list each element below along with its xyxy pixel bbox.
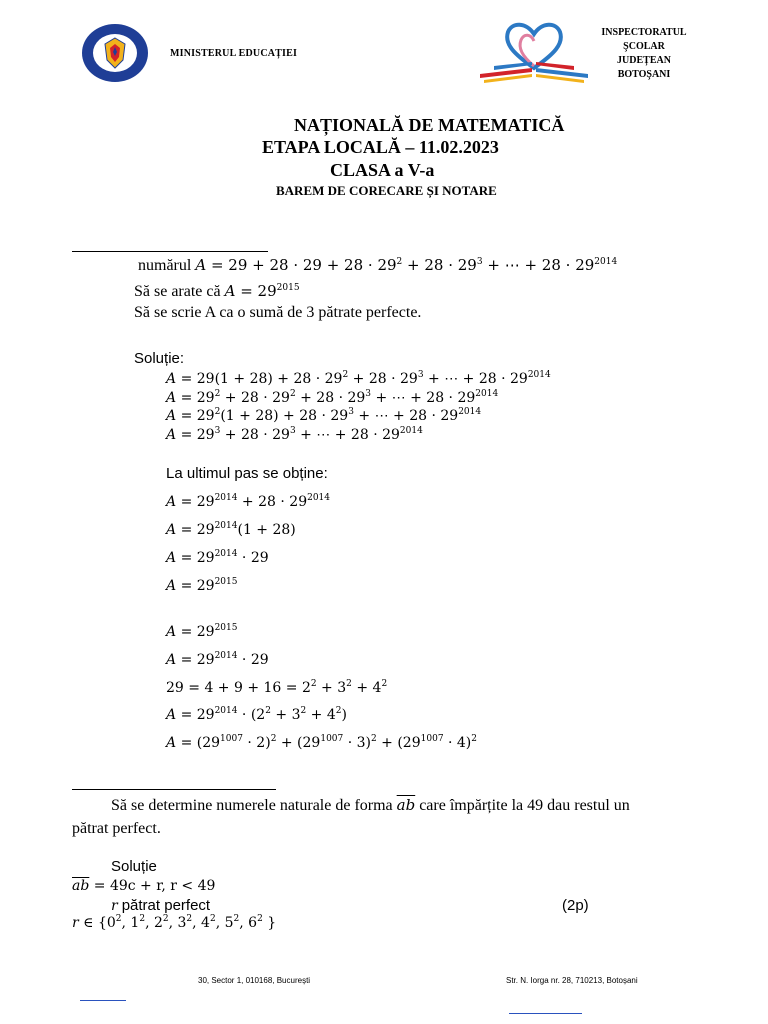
problem2-solution-label: Soluție [111,858,157,875]
requirement-a-formula: $A = 29^{2015}$ [224,282,300,300]
seal-text-top [80,22,150,39]
statement-prefix: numărul [138,257,192,274]
final-step-1: $A = 29^{2014} + 28 \cdot 29^{2014}$ [166,493,331,510]
final-step-2: $A = 29^{2014}(1 + 28)$ [166,521,296,538]
points-label: (2p) [562,897,589,914]
solution-step-1: $A = 29(1 + 28) + 28 \cdot 29^2 + 28 \cdot 29^3$ + ⋯ + $28 \cdot 29^{2014}$ [166,370,551,387]
problem1-requirement-a [134,282,300,301]
statement-part-1: Să se determine numerele naturale de forma [111,797,393,814]
title-line-3: CLASA a V-a [330,160,435,180]
condition-variable: r [111,898,118,914]
inspectorate-line-3: JUDEȚEAN [617,55,671,66]
inspectorate-line-2: ŞCOLAR [623,41,665,52]
equation-rest: = 49c + r, r < 49 [93,878,216,894]
statement-formula: $A = 29 + 28 \cdot 29 + 28 \cdot 29^2 + 28 \cdot 29^3$ + ⋯ + $28 \cdot 29^{2014}$ [195,256,618,274]
problem2-statement [111,796,630,815]
problem1-statement [138,256,617,275]
problem2-equation [72,878,215,894]
footer-left-address: 30, Sector 1, 010168, București [198,976,311,985]
problem2-condition [111,897,210,915]
inspectorate-name [596,26,692,82]
footer-link-left[interactable] [80,1000,126,1001]
inspectorate-line-4: BOTOŞANI [617,69,671,80]
title-line-4: BAREM DE CORECARE ȘI NOTARE [276,183,497,198]
part-b-step-3: $29 = 4 + 9 + 16 = 2^2 + 3^2 + 4^2$ [166,679,388,696]
section-rule-2 [72,789,276,790]
problem2-set: r ∈ {$0^2$, $1^2$, $2^2$, $3^2$, $4^2$, $5^2$, $6^2$ } [72,914,277,931]
inspectorate-logo [474,16,594,86]
title-line-2: ETAPA LOCALĂ – 11.02.2023 [262,137,499,157]
inspectorate-line-1: INSPECTORATUL [601,27,687,38]
final-step-4: $A = 29^{2015}$ [166,577,238,594]
section-rule-1 [72,251,268,252]
problem1-requirement-b: Să se scrie A ca o sumă de 3 pătrate perfecte. [134,304,422,321]
final-step-3: $A = 29^{2014} \cdot 29$ [166,549,269,566]
part-b-step-4: $A = 29^{2014} \cdot (2^2 + 3^2 + 4^2)$ [166,706,347,723]
solution-step-3: $A = 29^2(1 + 28) + 28 \cdot 29^3$ + ⋯ + $28 \cdot 29^{2014}$ [166,407,482,424]
condition-text: pătrat perfect [121,897,211,914]
equation-variable: $\overline{ab}$ [72,878,90,894]
solution-step-4: $A = 29^3 + 28 \cdot 29^3$ + ⋯ + $28 \cdot 29^{2014}$ [166,426,423,443]
problem2-statement-line-2: pătrat perfect. [72,820,161,837]
footer-link-right[interactable] [509,1013,582,1014]
part-b-step-5: $A = (29^{1007} \cdot 2)^2 + (29^{1007} \cdot 3)^2 + (29^{1007} \cdot 4)^2$ [166,734,478,751]
statement-variable: $\overline{ab}$ [396,796,416,814]
title-line-1: NAȚIONALĂ DE MATEMATICĂ [294,115,565,135]
problem1-solution-label: Soluție: [134,350,185,367]
statement-part-2: care împărțite la 49 dau restul un [419,797,630,814]
ministry-name: MINISTERUL EDUCAȚIEI [170,48,298,59]
requirement-a-prefix: Să se arate că [134,283,221,300]
part-b-step-1: $A = 29^{2015}$ [166,623,238,640]
part-b-step-2: $A = 29^{2014} \cdot 29$ [166,651,269,668]
last-step-label: La ultimul pas se obține: [166,465,328,482]
solution-step-2: $A = 29^2 + 28 \cdot 29^2 + 28 \cdot 29^3$ + ⋯ + $28 \cdot 29^{2014}$ [166,389,499,406]
footer-right-address: Str. N. Iorga nr. 28, 710213, Botoșani [506,976,638,985]
